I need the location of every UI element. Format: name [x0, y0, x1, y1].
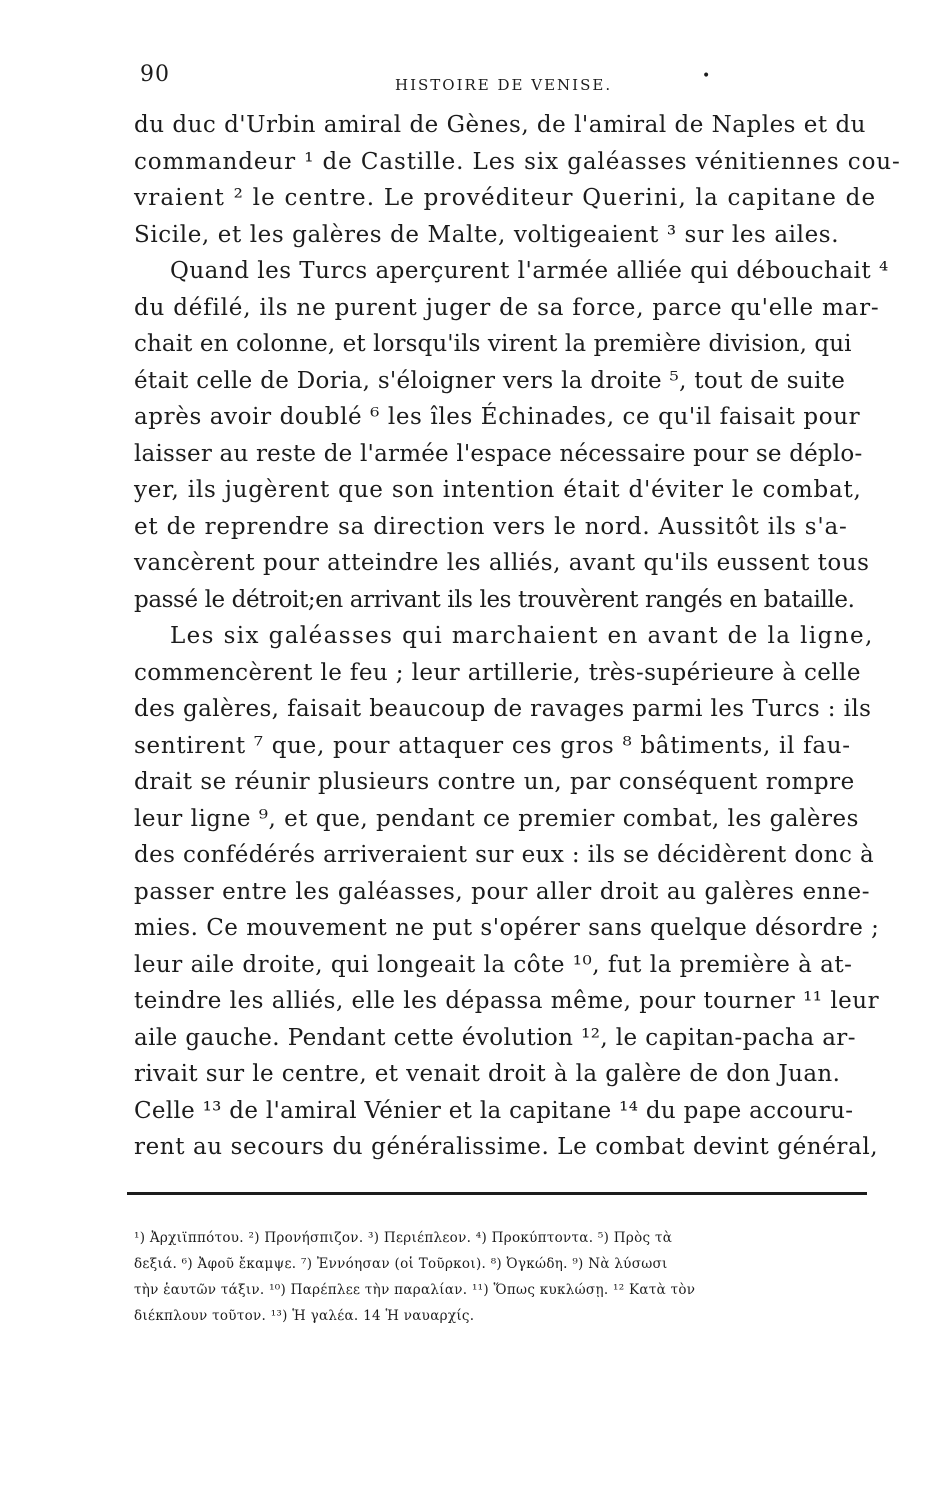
text-line: drait se réunir plusieurs contre un, par conséquent rompre [134, 769, 855, 795]
text-line: chait en colonne, et lorsqu'ils virent la première division, qui [134, 331, 852, 357]
text-line: du duc d'Urbin amiral de Gènes, de l'amiral de Naples et du [134, 112, 866, 138]
header-mark: • [702, 68, 711, 84]
text-line: commandeur ¹ de Castille. Les six galéasses vénitiennes cou- [134, 148, 901, 175]
footnote-line: δεξιά. ⁶) Ἀφοῦ ἔκαμψε. ⁷) Ἐννόησαν (οἱ Τοῦρκοι). ⁸) Ὀγκώδη. ⁹) Νὰ λύσωσι [134, 1256, 668, 1272]
text-line: mies. Ce mouvement ne put s'opérer sans quelque désordre ; [134, 915, 880, 941]
body-text [134, 107, 901, 1166]
text-line: était celle de Doria, s'éloigner vers la droite ⁵, tout de suite [134, 367, 846, 394]
text-line: Celle ¹³ de l'amiral Vénier et la capitane ¹⁴ du pape accouru- [134, 1097, 854, 1124]
text-line: laisser au reste de l'armée l'espace nécessaire pour se déplo- [134, 440, 863, 467]
footnote-line: διέκπλουν τοῦτον. ¹³) Ἡ γαλέα. 14 Ἡ ναυαρχίς. [134, 1308, 475, 1324]
text-line: passé le détroit;en arrivant ils les trouvèrent rangés en bataille. [134, 586, 855, 613]
text-line: Sicile, et les galères de Malte, voltigeaient ³ sur les ailes. [134, 221, 840, 248]
text-line: du défilé, ils ne purent juger de sa force, parce qu'elle mar- [134, 294, 880, 321]
text-line: après avoir doublé ⁶ les îles Échinades, ce qu'il faisait pour [134, 404, 861, 430]
text-line: des galères, faisait beaucoup de ravages parmi les Turcs : ils [134, 696, 872, 722]
text-line: leur aile droite, qui longeait la côte ¹⁰, fut la première à at- [134, 951, 853, 978]
text-line: vancèrent pour atteindre les alliés, avant qu'ils eussent tous [134, 550, 870, 576]
footnote-line: τὴν ἑαυτῶν τάξιν. ¹⁰) Παρέπλεε τὴν παραλίαν. ¹¹) Ὅπως κυκλώσῃ. ¹² Κατὰ τὸν [134, 1282, 696, 1298]
text-line: sentirent ⁷ que, pour attaquer ces gros ⁸ bâtiments, il fau- [134, 732, 851, 759]
text-line: teindre les alliés, elle les dépassa même, pour tourner ¹¹ leur [134, 988, 880, 1014]
text-line: des confédérés arriveraient sur eux : ils se décidèrent donc à [134, 842, 875, 868]
text-line: passer entre les galéasses, pour aller droit au galères enne- [134, 878, 871, 905]
text-line: Les six galéasses qui marchaient en avant de la ligne, [170, 623, 874, 649]
footnotes [134, 1225, 869, 1329]
page-number: 90 [140, 62, 170, 87]
text-line: rivait sur le centre, et venait droit à la galère de don Juan. [134, 1061, 841, 1087]
text-line: rent au secours du généralissime. Le combat devint général, [134, 1134, 879, 1160]
footnote-line: ¹) Ἀρχιϊππότου. ²) Προνήσπιζον. ³) Περιέπλεον. ⁴) Προκύπτοντα. ⁵) Πρὸς τὰ [134, 1230, 673, 1246]
footnote-divider [127, 1192, 867, 1195]
page-header [140, 62, 860, 98]
text-line: et de reprendre sa direction vers le nord. Aussitôt ils s'a- [134, 513, 848, 540]
text-line: aile gauche. Pendant cette évolution ¹², le capitan-pacha ar- [134, 1024, 856, 1051]
text-line: Quand les Turcs aperçurent l'armée alliée qui débouchait ⁴ [170, 258, 889, 284]
text-line: vraient ² le centre. Le provéditeur Querini, la capitane de [134, 185, 877, 211]
running-head: HISTOIRE DE VENISE. [395, 76, 613, 94]
text-line: leur ligne ⁹, et que, pendant ce premier combat, les galères [134, 805, 859, 832]
text-line: yer, ils jugèrent que son intention était d'éviter le combat, [134, 477, 862, 503]
text-line: commencèrent le feu ; leur artillerie, très-supérieure à celle [134, 659, 861, 686]
